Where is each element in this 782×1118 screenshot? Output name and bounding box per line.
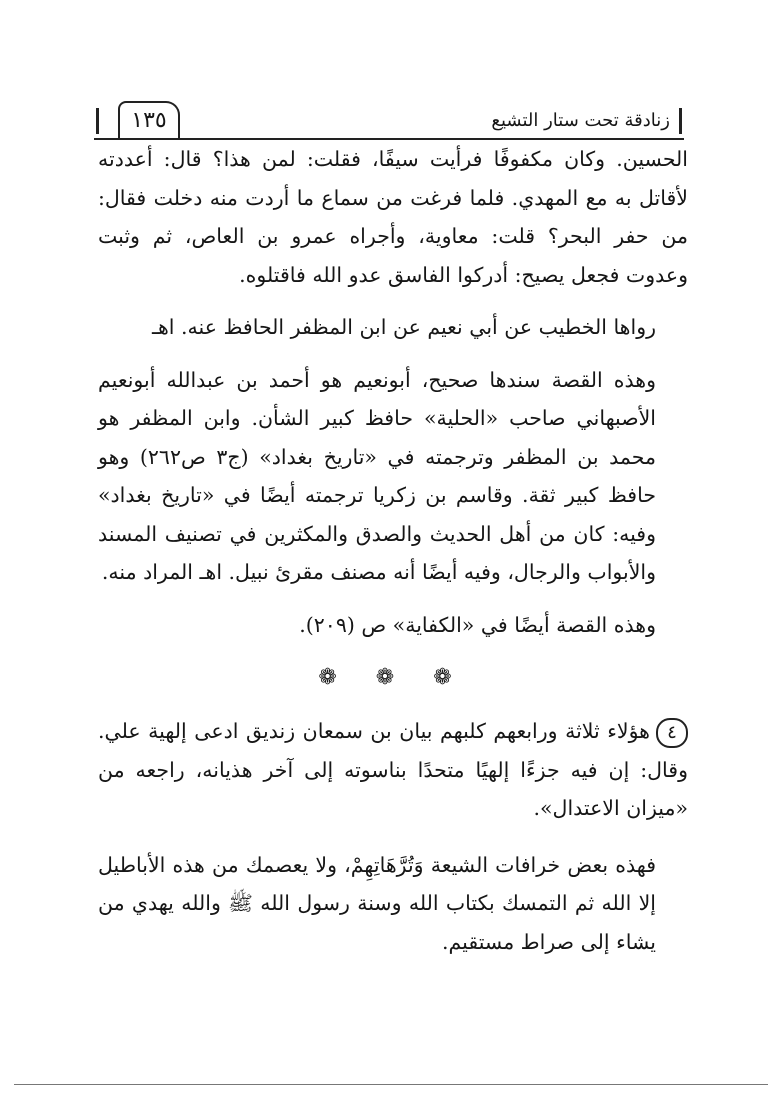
paragraph-story-end: الحسين. وكان مكفوفًا فرأيت سيفًا، فقلت: لمن هذا؟ قال: أعددته لأقاتل به مع المهدي. فلما فرغت من سماع ما أردت منه دخلت فقال: من حفر البحر؟ قلت: معاوية، وأجراه عمرو بن العاص، ثم وثبت وعدوت فجعل يصيح: أدركوا الفاسق عدو الله فاقتلوه. — [98, 147, 688, 287]
page-header — [94, 100, 684, 138]
paragraph-narration: رواها الخطيب عن أبي نعيم عن ابن المظفر الحافظ عنه. اهـ — [151, 315, 656, 339]
page-number: ١٣٥ — [118, 101, 180, 139]
item-four-text: هؤلاء ثلاثة ورابعهم كلبهم بيان بن سمعان زنديق ادعى إلهية علي. وقال: إن فيه جزءًا إلهيًا متحدًا بناسوته إلى آخر هذيانه، راجعه من «ميزان الاعتدال». — [98, 719, 688, 820]
section-divider-ornament: ❁ ❁ ❁ — [318, 665, 468, 690]
running-title: زنادقة تحت ستار التشيع — [491, 110, 670, 131]
paragraph-isnad-analysis: وهذه القصة سندها صحيح، أبونعيم هو أحمد بن عبدالله أبونعيم الأصبهاني صاحب «الحلية» حافظ كبير الشأن. وابن المظفر هو محمد بن المظفر وترجمته في «تاريخ بغداد» (ج٣ ص٢٦٢) وهو حافظ كبير ثقة. وقاسم بن زكريا ترجمته أيضًا في «تاريخ بغداد» وفيه: كان من أهل الحديث والصدق والمكثرين في تصنيف المسند والأبواب والرجال، وفيه أيضًا أنه مصنف مقرئ نبيل. اهـ المراد منه. — [98, 367, 656, 584]
paragraph-kifaya-reference: وهذه القصة أيضًا في «الكفاية» ص (٢٠٩). — [299, 612, 656, 637]
header-right-bracket — [679, 108, 682, 134]
paragraph-item-four — [98, 712, 688, 828]
item-number-badge: ٤ — [656, 718, 688, 748]
page-bottom-rule — [14, 1084, 768, 1085]
paragraph-conclusion: فهذه بعض خرافات الشيعة وَتُرَّهَاتِهِمْ، ولا يعصمك من هذه الأباطيل إلا الله ثم التمسك بكتاب الله وسنة رسول الله ﷺ والله يهدي من يشاء إلى صراط مستقيم. — [98, 852, 656, 954]
page-body — [98, 140, 688, 961]
header-left-bracket — [96, 108, 99, 134]
